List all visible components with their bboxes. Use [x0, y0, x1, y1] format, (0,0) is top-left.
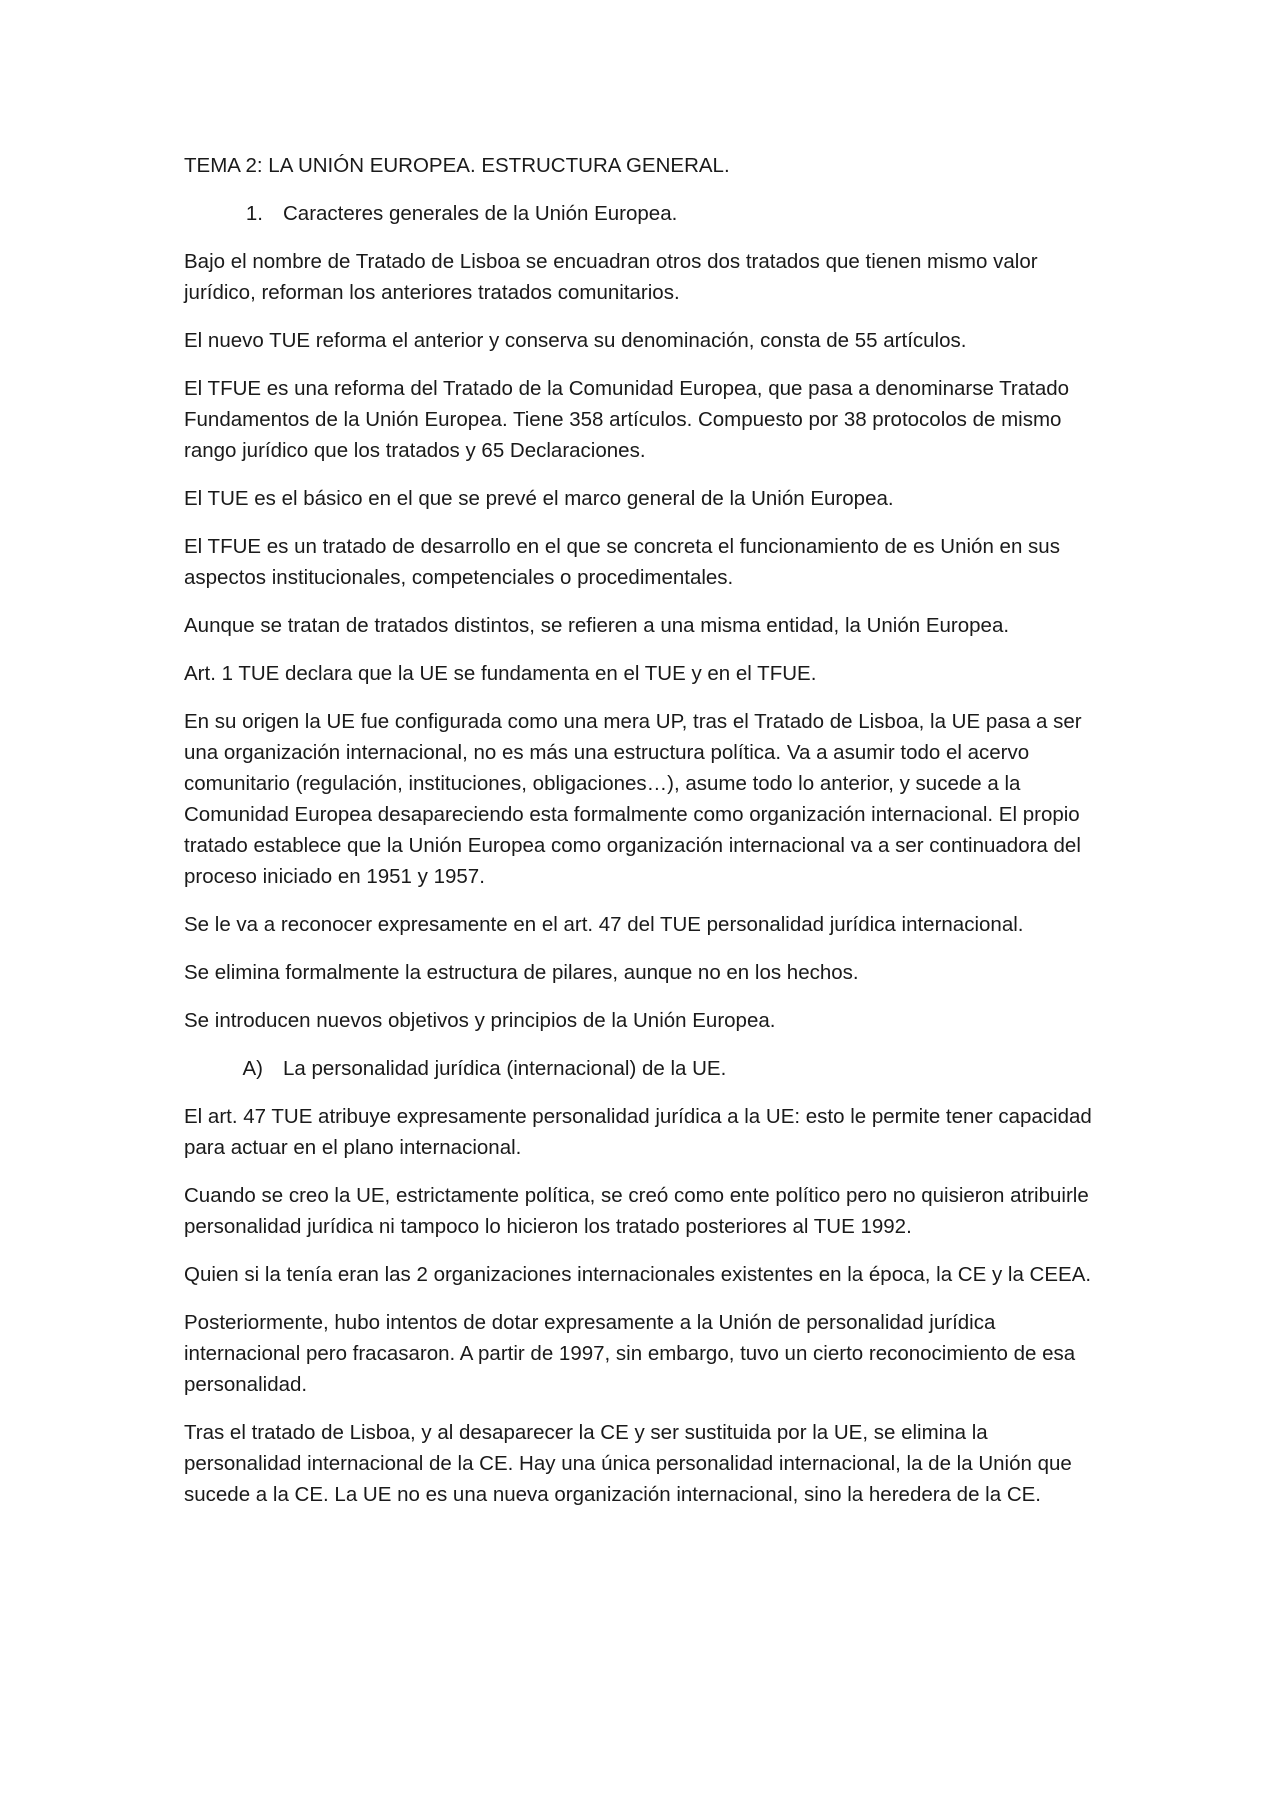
paragraph: En su origen la UE fue configurada como una mera UP, tras el Tratado de Lisboa, la UE pasa a ser una organización internacional, no es más una estructura política. Va a asumir todo el acervo comunitario (regulación, instituciones, obligaciones…), asume todo lo anterior, y sucede a la Comunidad Europea desapareciendo esta formalmente como organización internacional. El propio tratado establece que la Unión Europea como organización internacional va a ser continuadora del proceso iniciado en 1951 y 1957.: [184, 710, 1082, 888]
paragraph: Se introducen nuevos objetivos y principios de la Unión Europea.: [184, 1009, 776, 1032]
section-heading-a: [184, 1053, 1104, 1084]
paragraph: Tras el tratado de Lisboa, y al desaparecer la CE y ser sustituida por la UE, se elimina la personalidad internacional de la CE. Hay una única personalidad internacional, la de la Unión que sucede a la CE. La UE no es una nueva organización internacional, sino la heredera de la CE.: [184, 1421, 1072, 1506]
paragraph: El TFUE es un tratado de desarrollo en el que se concreta el funcionamiento de es Unión en sus aspectos institucionales, competenciales o procedimentales.: [184, 535, 1060, 589]
paragraph: Cuando se creo la UE, estrictamente política, se creó como ente político pero no quisieron atribuirle personalidad jurídica ni tampoco lo hicieron los tratado posteriores al TUE 1992.: [184, 1184, 1089, 1238]
paragraph: El TFUE es una reforma del Tratado de la Comunidad Europea, que pasa a denominarse Tratado Fundamentos de la Unión Europea. Tiene 358 artículos. Compuesto por 38 protocolos de mismo rango jurídico que los tratados y 65 Declaraciones.: [184, 377, 1070, 462]
document-title: TEMA 2: LA UNIÓN EUROPEA. ESTRUCTURA GENERAL.: [184, 154, 730, 177]
paragraph: Bajo el nombre de Tratado de Lisboa se encuadran otros dos tratados que tienen mismo valor jurídico, reforman los anteriores tratados comunitarios.: [184, 250, 1038, 304]
paragraph: Se le va a reconocer expresamente en el art. 47 del TUE personalidad jurídica internacional.: [184, 913, 1024, 936]
paragraph: Art. 1 TUE declara que la UE se fundamenta en el TUE y en el TFUE.: [184, 662, 817, 685]
paragraph: El TUE es el básico en el que se prevé el marco general de la Unión Europea.: [184, 487, 894, 510]
section-heading-text: Caracteres generales de la Unión Europea.: [283, 202, 678, 225]
section-heading-1: [184, 198, 1104, 229]
list-marker: 1.: [245, 202, 263, 225]
paragraph: Aunque se tratan de tratados distintos, se refieren a una misma entidad, la Unión Europea.: [184, 614, 1010, 637]
paragraph: Quien si la tenía eran las 2 organizaciones internacionales existentes en la época, la CE y la CEEA.: [184, 1263, 1092, 1286]
paragraph: Se elimina formalmente la estructura de pilares, aunque no en los hechos.: [184, 961, 859, 984]
list-marker: A): [242, 1057, 263, 1080]
document-page: [184, 150, 1104, 1527]
paragraph: Posteriormente, hubo intentos de dotar expresamente a la Unión de personalidad jurídica internacional pero fracasaron. A partir de 1997, sin embargo, tuvo un cierto reconocimiento de esa personalidad.: [184, 1311, 1076, 1396]
paragraph: El art. 47 TUE atribuye expresamente personalidad jurídica a la UE: esto le permite tener capacidad para actuar en el plano internacional.: [184, 1105, 1092, 1159]
section-heading-text: La personalidad jurídica (internacional) de la UE.: [283, 1057, 727, 1080]
paragraph: El nuevo TUE reforma el anterior y conserva su denominación, consta de 55 artículos.: [184, 329, 967, 352]
